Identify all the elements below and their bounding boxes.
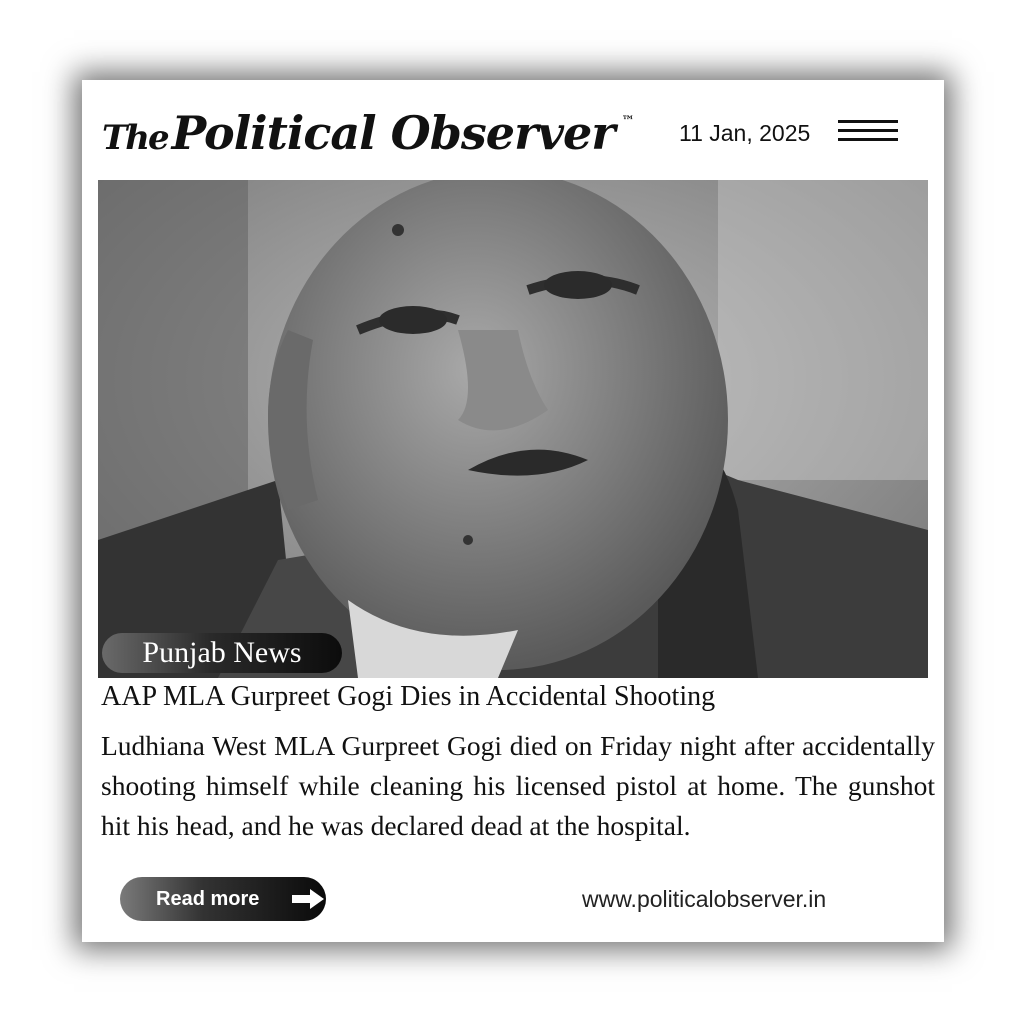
publish-date: 11 Jan, 2025	[679, 120, 811, 146]
hamburger-menu-icon[interactable]	[838, 120, 898, 146]
logo-prefix: The	[102, 118, 168, 158]
article-photo	[98, 180, 928, 678]
news-card	[82, 80, 944, 942]
website-url[interactable]: www.politicalobserver.in	[582, 886, 827, 912]
publication-logo	[102, 106, 635, 160]
read-more-label: Read more	[156, 888, 260, 910]
trademark-symbol: ™	[621, 114, 635, 129]
logo-name: Political Observer	[171, 106, 615, 160]
article-summary: Ludhiana West MLA Gurpreet Gogi died on Friday night after accidentally shooting himself while cleaning his licensed pistol at home. The gunshot hit his head, and he was declared dead at the hospital.	[101, 730, 935, 841]
read-more-button[interactable]	[120, 877, 326, 921]
category-badge[interactable]: Punjab News	[102, 633, 342, 673]
arrow-right-icon	[292, 889, 324, 909]
article-headline: AAP MLA Gurpreet Gogi Dies in Accidental Shooting	[101, 681, 716, 712]
